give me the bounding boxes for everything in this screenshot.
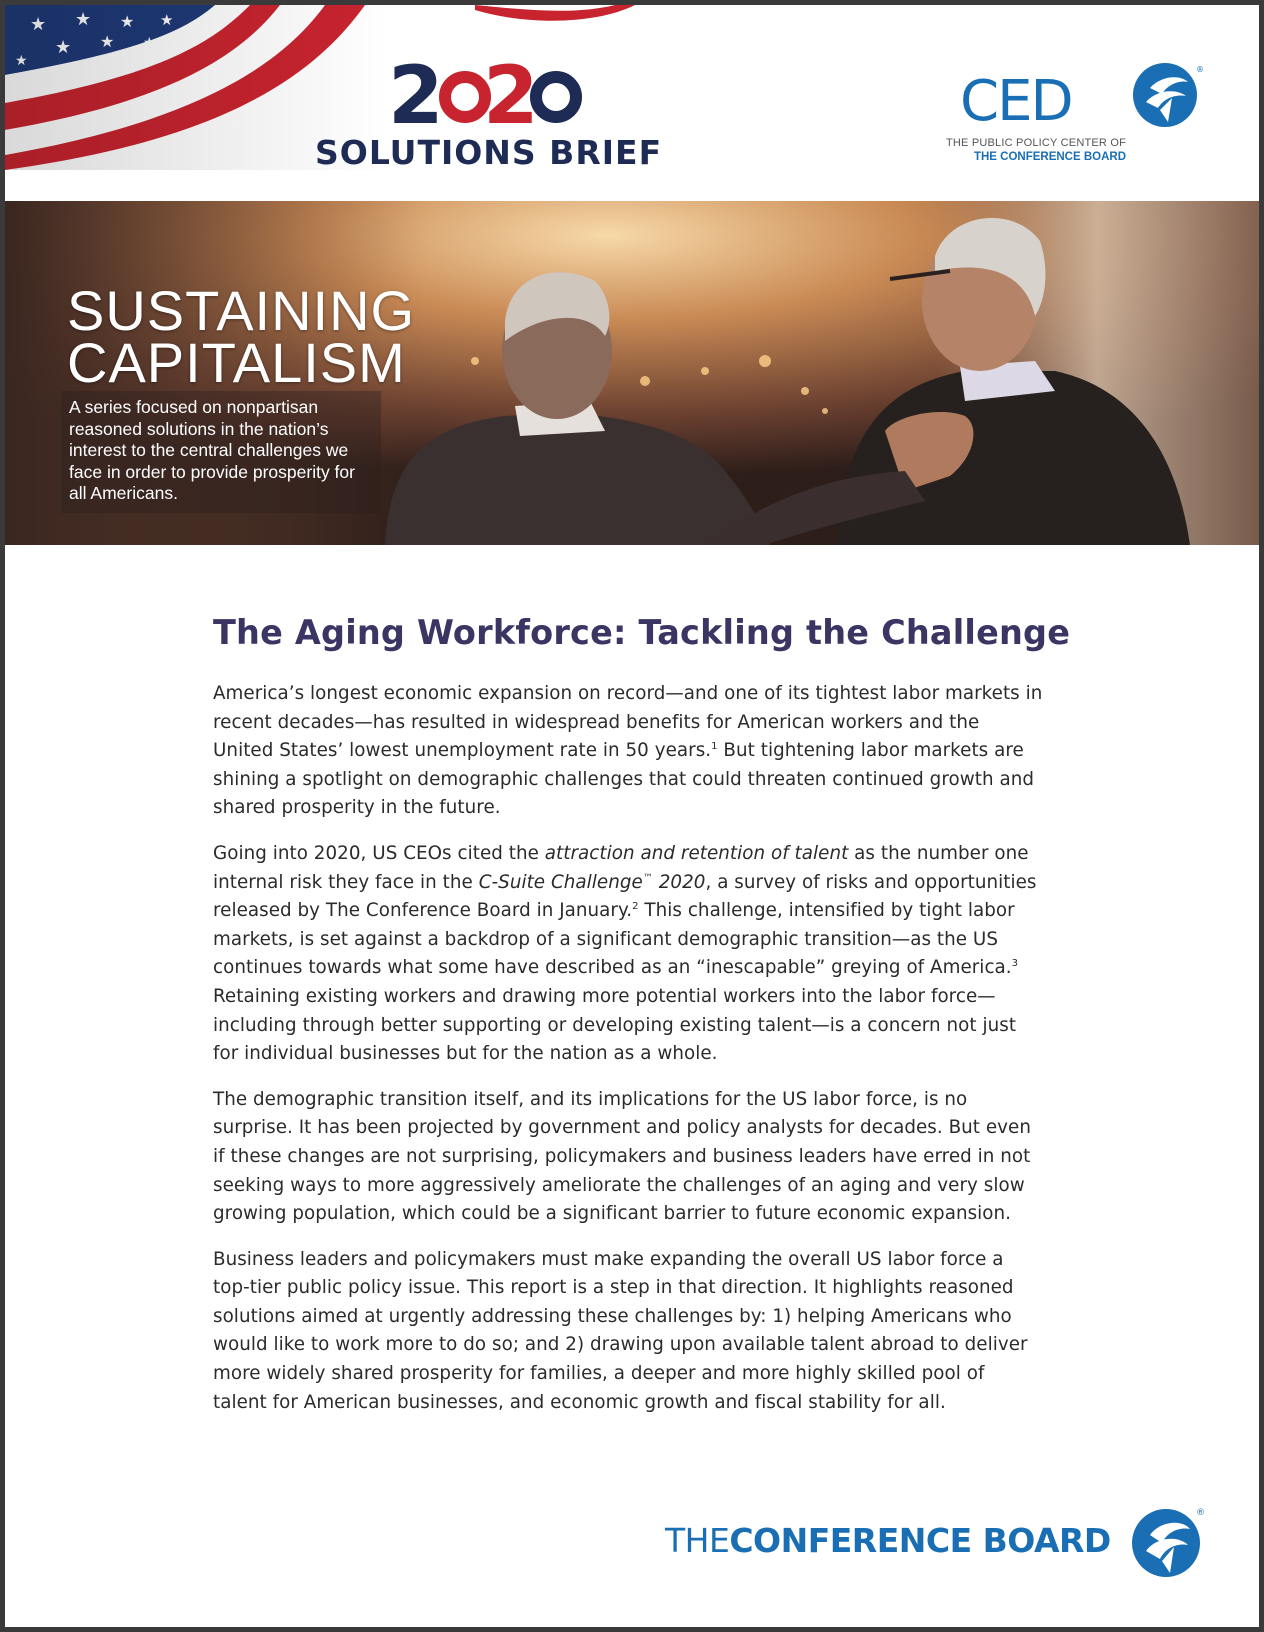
footnote-3: 3 <box>1011 958 1019 970</box>
paragraph-1 <box>213 680 1043 823</box>
hero-title-line2: CAPITALISM <box>67 331 406 394</box>
p2-b-italic: attraction and retention of talent <box>544 842 849 864</box>
p1-text2: But tightening labor markets are shining a spotlight on demographic challenges that could threaten continued growth and shared prosperity in the future. <box>213 740 1034 819</box>
ced-subtitle-line1: THE PUBLIC POLICY CENTER OF <box>945 137 1126 149</box>
footer-logo-thin: THE <box>665 1521 730 1560</box>
ced-logo <box>960 60 1204 134</box>
conference-board-wordmark <box>665 1521 1111 1560</box>
ced-logo-text: CED <box>960 69 1072 134</box>
hero-title-line1: SUSTAINING <box>67 279 416 342</box>
p1-text: America’s longest economic expansion on record—and one of its tightest labor markets in recent decades—has resulted in widespread benefits for American workers and the United States’ lowest unemployment rate in 50 years. <box>213 683 1043 762</box>
p2-g: This challenge, intensified by tight labor markets, is set against a backdrop of a significant demographic transition—as the US continues towards what some have described as an “inescapable” greying of America. <box>213 900 1015 979</box>
footnote-1: 1 <box>711 741 718 753</box>
p2-e-italic: 2020 <box>652 871 706 893</box>
svg-text:®: ® <box>1196 1508 1205 1518</box>
hero-banner <box>5 201 1259 545</box>
svg-text:®: ® <box>1196 65 1204 74</box>
footer-logo-bold: CONFERENCE BOARD <box>729 1521 1111 1560</box>
hero-title <box>67 279 467 394</box>
p2-a: Going into 2020, US CEOs cited the <box>213 842 545 864</box>
brief-year-logo <box>388 45 588 142</box>
svg-text:2: 2 <box>483 49 539 142</box>
p2-c: as the number one internal risk they face in the <box>213 842 1029 893</box>
footnote-2: 2 <box>632 901 639 913</box>
trademark-mark: ™ <box>642 872 653 884</box>
p2-d-italic: C-Suite Challenge <box>478 871 643 893</box>
p2-h: Retaining existing workers and drawing more potential workers into the labor force—including through better supporting or developing existing talent—is a concern not just for individual businesses but for the nation as a whole. <box>213 985 1017 1065</box>
p2-f: , a survey of risks and opportunities released by The Conference Board in January. <box>213 871 1037 922</box>
hero-description: A series focused on nonpartisan reasoned solutions in the nation’s interest to the central challenges we face in order to provide prosperity for all Americans. <box>61 391 381 513</box>
article-body <box>213 613 1071 1434</box>
article-title: The Aging Workforce: Tackling the Challenge <box>213 613 1071 652</box>
paragraph-4: Business leaders and policymakers must make expanding the overall US labor force a top-tier public policy issue. This report is a step in that direction. It highlights reasoned solutions aimed at urgently addressing these challenges by: 1) helping Americans who would like to work more to do so; and 2) drawing upon available talent abroad to deliver more widely shared prosperity for families, a deeper and more highly skilled pool of talent for American businesses, and economic growth and fiscal stability for all. <box>213 1248 1028 1413</box>
paragraph-3: The demographic transition itself, and its implications for the US labor force, is no surprise. It has been projected by government and policy analysts for decades. But even if these changes are not surprising, policymakers and business leaders have erred in not seeking ways to more aggressively ameliorate the challenges of an aging and very slow growing population, which could be a significant barrier to future economic expansion. <box>213 1088 1031 1225</box>
torch-emblem-icon <box>1130 1503 1206 1579</box>
brief-title: SOLUTIONS BRIEF <box>315 133 663 172</box>
paragraph-2 <box>213 840 1043 1069</box>
document-page <box>5 5 1259 1627</box>
svg-text:2: 2 <box>388 49 444 142</box>
ced-subtitle-line2: THE CONFERENCE BOARD <box>973 151 1126 163</box>
